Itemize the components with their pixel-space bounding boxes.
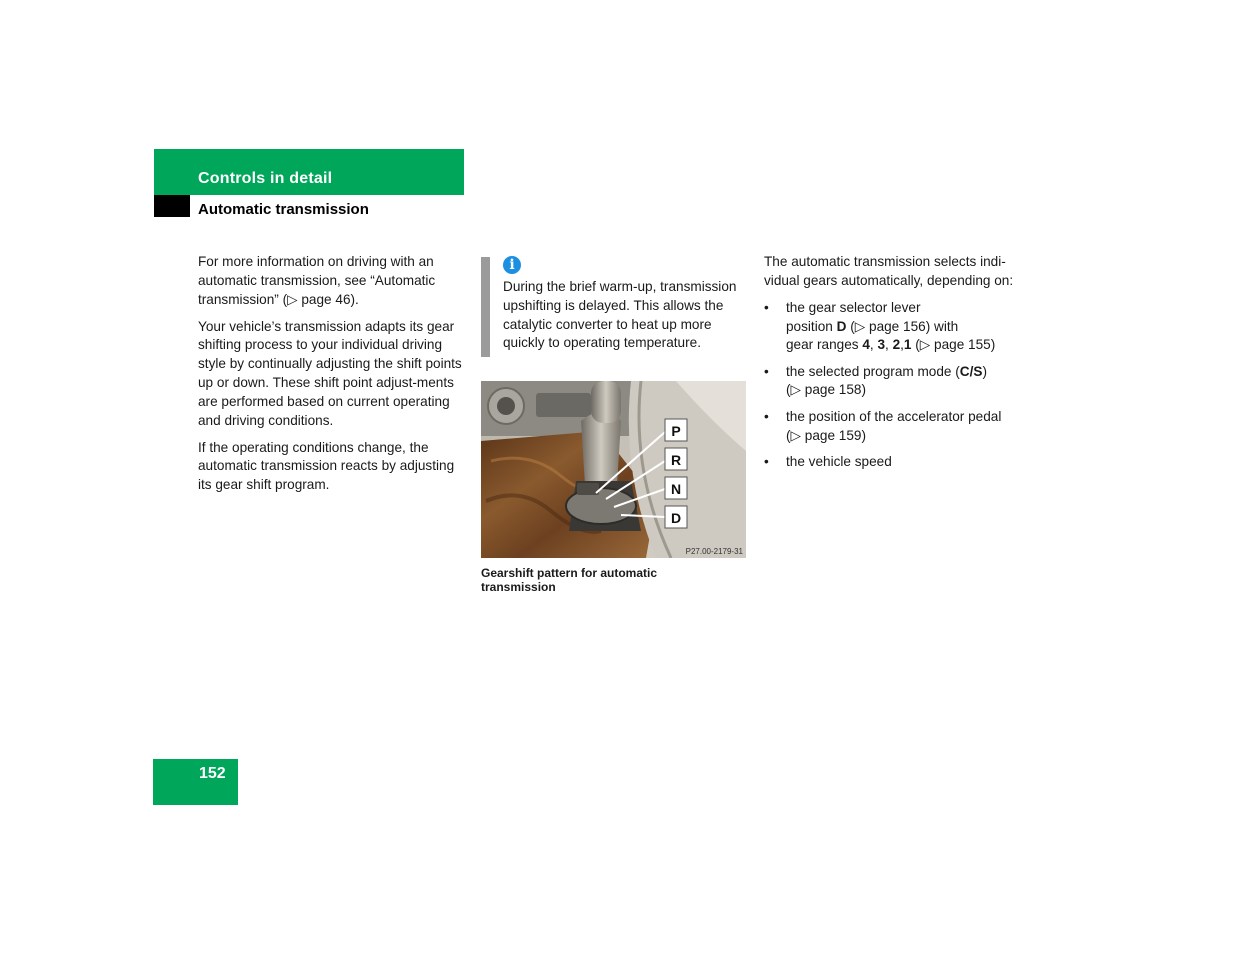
page-ref: (▷ page 158) [786,382,866,398]
chapter-title: Controls in detail [198,170,333,187]
separator: , [885,337,893,353]
info-icon: i [503,256,521,274]
paragraph-more-info: For more information on driving with an automatic transmission, see “Automatic transmission” (▷ page 46). [198,254,436,307]
position-d: D [836,318,847,334]
paragraph-adaptation: Your vehicle’s transmission adapts its gear shifting process to your individual driving style by continually adjusting the shift points up or down. These shift point adjust-ments are performed based on current operating and driving conditions. [198,318,462,428]
separator: , [900,337,904,353]
gear-range: 2 [892,337,901,353]
gear-range: 1 [903,337,912,353]
page-number: 152 [199,765,226,782]
item-text: position [786,318,837,334]
section-title: Automatic transmission [198,201,369,218]
item-text: the selected program mode ( [786,363,960,379]
item-text: the vehicle speed [786,453,892,469]
gear-label-n: N [670,481,682,497]
list-item [764,408,1034,446]
gear-range: 4 [862,337,870,353]
bullet: • [764,363,769,379]
page-ref: (▷ page 156) with [846,318,959,334]
bullet: • [764,299,769,315]
page-ref: (▷ page 155) [911,337,996,353]
gear-label-p: P [671,423,681,439]
gear-label-d: D [670,510,682,526]
mode-s: S [973,363,983,379]
info-text: During the brief warm-up, transmission upshifting is delayed. This allows the catalytic converter to heat up more quickly to operating temperature. [503,279,737,351]
section-marker [154,195,190,217]
bullet: • [764,408,769,424]
separator: , [869,337,878,353]
gear-range: 3 [877,337,886,353]
list-item [764,363,1034,401]
list-item [764,453,1034,472]
mode-c: C [959,363,970,379]
item-text: ) [982,363,988,379]
gear-selection-intro: The automatic transmission selects indi-vidual gears automatically, depending on: [764,254,1014,288]
conditions-list [764,299,1034,472]
info-bar [481,257,490,357]
left-column [198,253,468,503]
figure-caption: Gearshift pattern for automatic transmission [481,566,658,594]
gear-label-r: R [670,452,682,468]
paragraph-conditions: If the operating conditions change, the automatic transmission reacts by adjusting its gear shift program. [198,439,455,493]
info-note [481,257,749,357]
item-text: gear ranges [786,337,863,353]
list-item [764,299,1034,355]
right-column [764,253,1034,479]
bullet: • [764,453,769,469]
page-ref: (▷ page 159) [786,427,866,443]
figure-code: P27.00-2179-31 [685,547,743,556]
gearshift-figure [481,381,746,558]
gearshift-photo [481,381,746,558]
item-text: the gear selector lever [786,299,921,315]
item-text: the position of the accelerator pedal [786,408,1002,424]
separator: / [969,363,974,379]
